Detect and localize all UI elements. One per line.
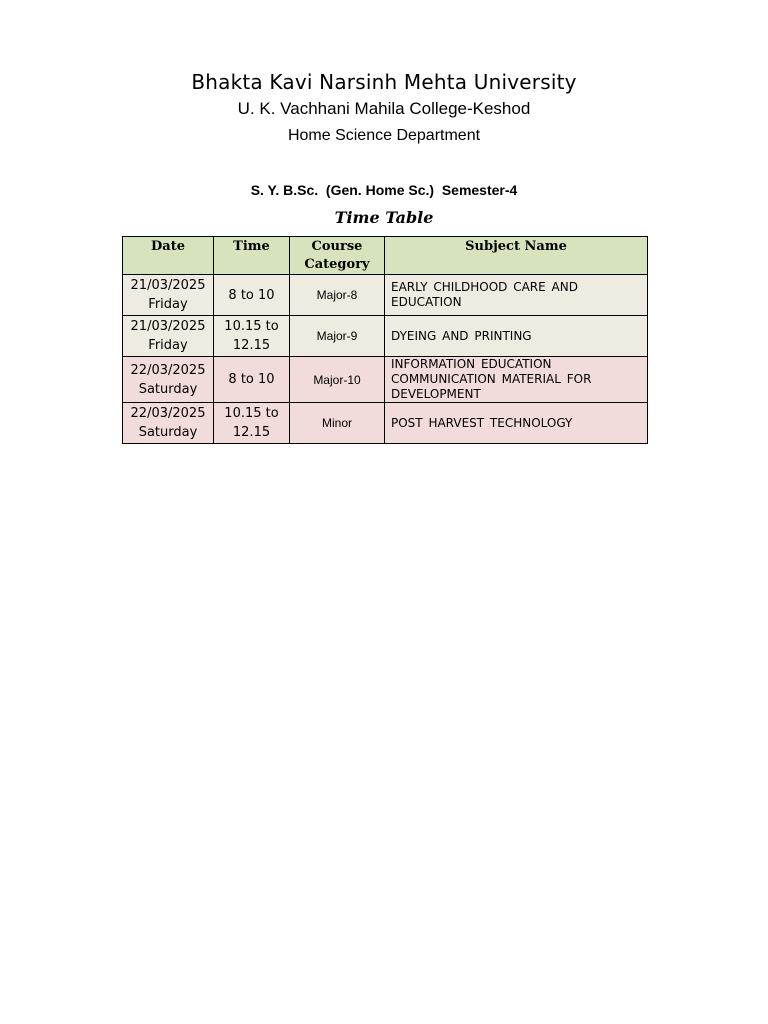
time-value-end: 12.15 — [232, 338, 271, 353]
category-cell: Major-8 — [290, 275, 385, 316]
date-cell — [123, 403, 214, 444]
subject-cell: EARLY CHILDHOOD CARE AND EDUCATION — [385, 275, 648, 316]
date-cell — [123, 275, 214, 316]
date-cell — [123, 357, 214, 403]
date-cell — [123, 316, 214, 357]
column-header-category: Category — [304, 257, 370, 272]
time-value: 8 to 10 — [228, 287, 275, 303]
subject-cell: DYEING AND PRINTING — [385, 316, 648, 357]
category-cell: Major-10 — [290, 357, 385, 403]
day-value: Saturday — [138, 425, 198, 440]
column-header-date: Date — [123, 237, 214, 275]
time-value-end: 12.15 — [232, 425, 271, 440]
subject-cell: POST HARVEST TECHNOLOGY — [385, 403, 648, 444]
table-row — [123, 316, 648, 357]
day-value: Friday — [148, 297, 188, 312]
college-name: U. K. Vachhani Mahila College-Keshod — [237, 99, 531, 118]
category-cell: Major-9 — [290, 316, 385, 357]
table-row — [123, 357, 648, 403]
day-value: Saturday — [138, 381, 198, 397]
subject-cell: INFORMATION EDUCATION COMMUNICATION MATERIAL FOR DEVELOPMENT — [385, 357, 648, 403]
table-row — [123, 275, 648, 316]
date-value: 22/03/2025 — [130, 406, 206, 421]
date-value: 22/03/2025 — [130, 362, 206, 378]
time-value: 8 to 10 — [228, 372, 275, 387]
table-header-row — [123, 237, 648, 275]
timetable-title: Time Table — [334, 208, 434, 227]
time-cell — [214, 357, 290, 403]
time-cell — [214, 275, 290, 316]
column-header-course-category — [290, 237, 385, 275]
table-row — [123, 403, 648, 444]
category-cell: Minor — [290, 403, 385, 444]
university-name: Bhakta Kavi Narsinh Mehta University — [191, 70, 577, 94]
timetable — [122, 236, 648, 444]
column-header-course: Course — [311, 239, 363, 254]
day-value: Friday — [148, 338, 188, 353]
time-cell — [214, 403, 290, 444]
date-value: 21/03/2025 — [130, 319, 206, 334]
time-cell — [214, 316, 290, 357]
column-header-time: Time — [214, 237, 290, 275]
semester-heading: S. Y. B.Sc. (Gen. Home Sc.) Semester-4 — [250, 182, 518, 198]
department-name: Home Science Department — [287, 127, 481, 144]
time-value: 10.15 to — [224, 406, 279, 421]
time-value: 10.15 to — [224, 319, 279, 334]
column-header-subject-name: Subject Name — [385, 237, 648, 275]
date-value: 21/03/2025 — [130, 278, 206, 293]
